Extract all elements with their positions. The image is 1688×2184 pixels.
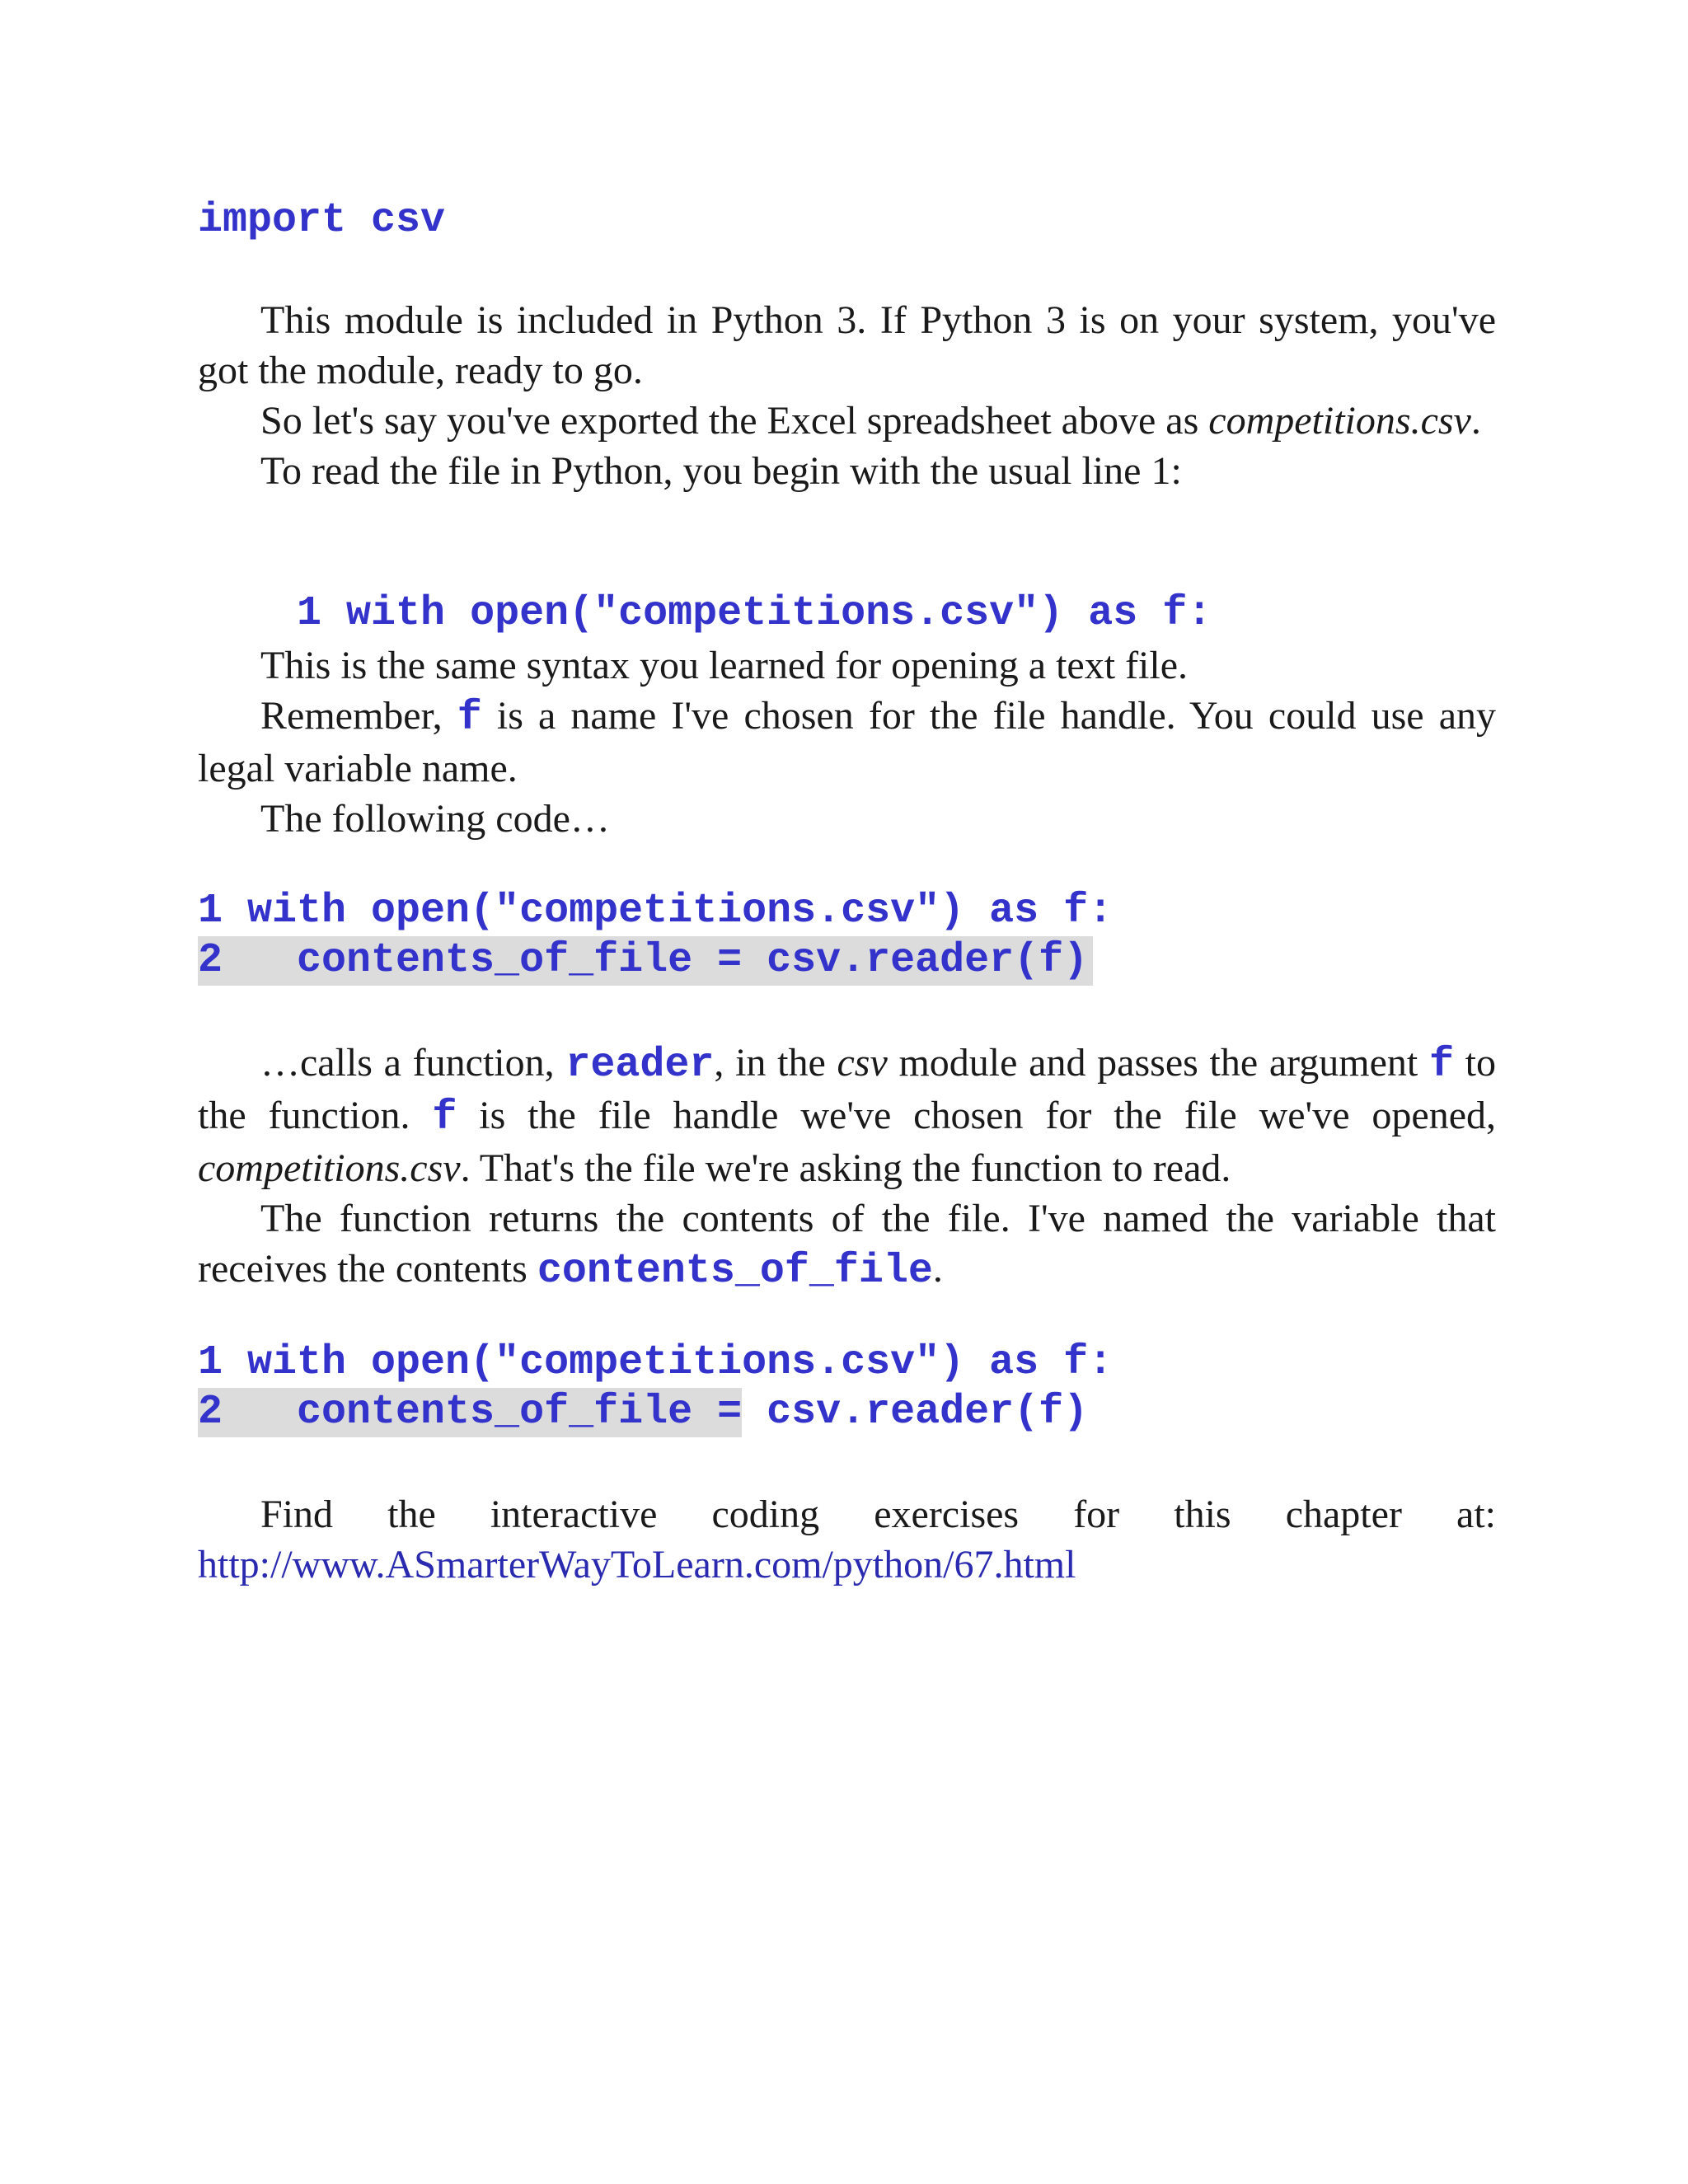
footer-paragraph <box>198 1489 1496 1590</box>
code-line-1: 1 with open("competitions.csv") as f: <box>198 1339 1114 1386</box>
code-block-2 <box>198 887 1113 986</box>
explanation-paragraphs <box>198 1038 1496 1296</box>
exercises-link[interactable]: http://www.ASmarterWayToLearn.com/python/67.html <box>198 1543 1076 1586</box>
paragraph-read-file: To read the file in Python, you begin with the usual line 1: <box>260 449 1182 493</box>
filename-italic: competitions.csv <box>198 1146 461 1190</box>
syntax-paragraphs <box>198 640 1496 844</box>
inline-code-contents-of-file: contents_of_file <box>537 1248 933 1295</box>
paragraph-exported: So let's say you've exported the Excel spreadsheet above as competitions.csv. <box>260 399 1481 443</box>
code-line-2-rest: csv.reader(f) <box>742 1389 1089 1436</box>
footer-text: Find the interactive coding exercises for this chapter at: <box>260 1493 1496 1536</box>
inline-code-reader: reader <box>565 1042 715 1089</box>
code-line-1: 1 with open("competitions.csv") as f: <box>198 888 1114 935</box>
module-name-italic: csv <box>837 1041 888 1085</box>
code-line-2-highlighted: 2 contents_of_file = <box>198 1389 743 1436</box>
inline-code-f: f <box>1428 1042 1454 1089</box>
inline-code-f: f <box>457 695 482 742</box>
code-line-1: 1 with open("competitions.csv") as f: <box>297 590 1212 637</box>
filename-italic: competitions.csv <box>1208 399 1471 443</box>
paragraph-following-code: The following code… <box>260 797 610 841</box>
paragraph-same-syntax: This is the same syntax you learned for opening a text file. <box>260 644 1189 687</box>
paragraph-module-included: This module is included in Python 3. If Python 3 is on your system, you've got the module, ready to go. <box>198 298 1496 392</box>
paragraph-calls-function: …calls a function, reader, in the csv module and passes the argument f to the function. f is the file handle we've chosen for the file we've opened, competitions.csv. That's the file we're asking the function to read. <box>198 1041 1497 1190</box>
code-line-2-highlighted: 2 contents_of_file = csv.reader(f) <box>198 936 1093 986</box>
inline-code-f: f <box>432 1094 457 1141</box>
paragraph-remember: Remember, f is a name I've chosen for the file handle. You could use any legal variable name. <box>198 694 1497 790</box>
code-import: import csv <box>198 197 446 244</box>
code-block-3 <box>198 1338 1113 1437</box>
paragraph-function-returns: The function returns the contents of the file. I've named the variable that receives the contents contents_of_file. <box>198 1197 1496 1295</box>
intro-paragraphs <box>198 295 1496 496</box>
